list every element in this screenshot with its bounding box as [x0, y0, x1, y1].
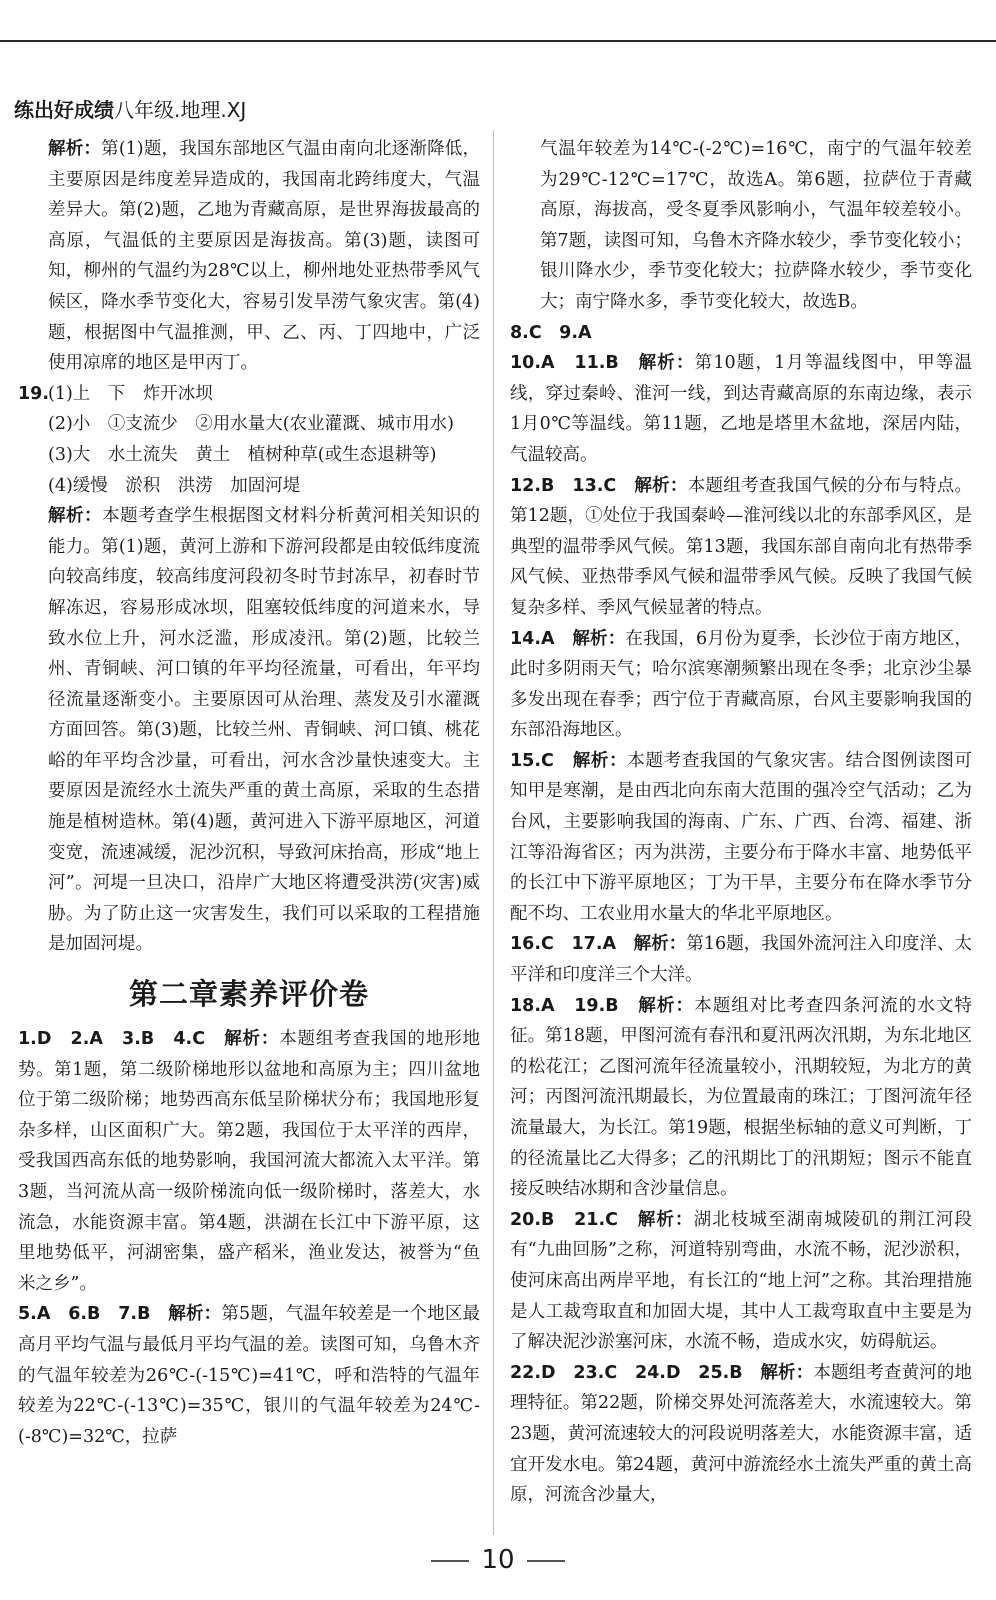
footer-dash-left	[431, 1560, 469, 1562]
analysis-text: 本题组考查我国的地形地势。第1题，第二级阶梯地形以盆地和高原为主；四川盆地位于第二级阶梯；地势西高东低呈阶梯状分布；我国地形复杂多样，山区面积广大。第2题，我国位于太平洋的西岸，受我国西高东低的地势影响，我国河流大都流入太平洋。第3题，当河流从高一级阶梯流向低一级阶梯时，落差大，水流急，水能资源丰富。第4题，洪湖在长江中下游平原，这里地势低平，河湖密集，盛产稻米，渔业发达，被誉为“鱼米之乡”。	[18, 1029, 481, 1294]
analysis-label: 解析：	[638, 353, 695, 374]
answer-numbers: 12.B 13.C	[510, 475, 617, 496]
answer-numbers: 5.A 6.B 7.B	[18, 1304, 151, 1325]
analysis-label: 解析：	[760, 1362, 814, 1383]
answer-numbers: 1.D 2.A 3.B 4.C	[18, 1029, 206, 1050]
answer-paragraph	[510, 746, 972, 930]
page-number: 10	[481, 1545, 515, 1575]
analysis-text: 本题考查学生根据图文材料分析黄河相关知识的能力。第(1)题，黄河上游和下游河段都是由较低纬度流向较高纬度，较高纬度河段初冬时节封冻早，初春时节解冻迟，容易形成冰坝，阻塞较低纬度的河道来水，导致水位上升，河水泛滥，形成凌汛。第(2)题，比较兰州、青铜峡、河口镇的年平均径流量，可看出，年平均径流量逐渐变小。主要原因可从治理、蒸发及引水灌溉方面回答。第(3)题，比较兰州、青铜峡、河口镇、桃花峪的年平均含沙量，可看出，河水含沙量快速变大。主要原因是流经水土流失严重的黄土高原，采取的生态措施是植树造林。第(4)题，黄河进入下游平原地区，河道变宽，流速减缓，泥沙沉积，导致河床抬高，形成“地上河”。河堤一旦决口，沿岸广大地区将遭受洪涝(灾害)威胁。为了防止这一灾害发生，我们可以采取的工程措施是加固河堤。	[48, 506, 481, 955]
question-19	[18, 379, 480, 410]
analysis-text: 湖北枝城至湖南城陵矶的荆江河段有“九曲回肠”之称，河道特别弯曲，水流不畅，泥沙淤积，使河床高出两岸平地，有长江的“地上河”之称。其治理措施是人工裁弯取直和加固大堤，其中人工裁弯取直中主要是为了解决泥沙淤塞河床，水流不畅，造成水灾，妨碍航运。	[510, 1209, 973, 1353]
analysis-text: 本题组考查黄河的地理特征。第22题，阶梯交界处河流落差大，水流速较大。第23题，黄河流速较大的河段说明落差大，水能资源丰富，适宜开发水电。第24题，黄河中游流经水土流失严重的黄土高原，河流含沙量大，	[510, 1362, 973, 1506]
section-title: 第二章素养评价卷	[128, 977, 369, 1012]
answer-line: (2)小 ①支流少 ②用水量大(农业灌溉、城市用水)	[48, 414, 454, 435]
analysis-label: 解析：	[168, 1304, 222, 1325]
question-number: 19.	[18, 383, 50, 404]
top-rule	[0, 40, 996, 42]
analysis-text: 第10题，1月等温线图中，甲等温线，穿过秦岭、淮河一线，到达青藏高原的东南边缘，表示1月0℃等温线。第11题，乙地是塔里木盆地，深居内陆，气温较高。	[510, 353, 973, 465]
answer-numbers: 16.C 17.A	[510, 934, 617, 955]
analysis-text: 第5题，气温年较差是一个地区最高月平均气温与最低月平均气温的差。读图可知，乌鲁木齐的气温年较差为26℃-(-15℃)=41℃，呼和浩特的气温年较差为22℃-(-13℃)=35℃，银川的气温年较差为24℃-(-8℃)=32℃，拉萨	[18, 1304, 481, 1447]
answer-paragraph	[18, 1024, 480, 1299]
analysis-label: 解析：	[48, 139, 102, 159]
analysis-label: 解析：	[224, 1029, 280, 1050]
answer-paragraph	[510, 348, 972, 470]
analysis-label: 解析：	[572, 750, 628, 771]
answer-paragraph	[510, 624, 972, 746]
footer-dash-right	[527, 1560, 565, 1562]
answer-paragraph	[18, 1299, 480, 1452]
answer-paragraph	[510, 318, 972, 349]
analysis-label: 解析：	[572, 628, 626, 649]
answer-line: (3)大 水土流失 黄土 植树种草(或生态退耕等)	[48, 444, 437, 465]
analysis-text: 第16题，我国外流河注入印度洋、太平洋和印度洋三个大洋。	[510, 934, 973, 986]
analysis-label: 解析：	[48, 506, 103, 527]
left-column	[18, 134, 480, 1452]
answer-numbers: 18.A 19.B	[510, 995, 619, 1016]
page-footer	[0, 1545, 996, 1575]
header-brand: 练出好成绩	[14, 98, 114, 122]
answer-paragraph	[510, 1205, 972, 1358]
analysis-label: 解析：	[634, 475, 688, 496]
answer-paragraph	[510, 929, 972, 990]
answer-line: (1)上 下 炸开冰坝	[48, 383, 213, 404]
answer-numbers: 14.A	[510, 628, 555, 649]
answer-numbers: 20.B 21.C	[510, 1209, 618, 1230]
analysis-text: 本题考查我国的气象灾害。结合图例读图可知甲是寒潮，是由西北向东南大范围的强冷空气活动；乙为台风，主要影响我国的海南、广东、广西、台湾、福建、浙江等沿海省区；丙为洪涝，主要分布于降水丰富、地势低平的长江中下游平原地区；丁为干旱，主要分布在降水季节分配不均、工农业用水量大的华北平原地区。	[510, 750, 973, 924]
analysis-label: 解析：	[638, 995, 695, 1016]
analysis-text: 本题组考查我国气候的分布与特点。第12题，①处位于我国秦岭—淮河线以北的东部季风区，是典型的温带季风气候。第13题，我国东部自南向北有热带季风气候、亚热带季风气候和温带季风气候。反映了我国气候复杂多样、季风气候显著的特点。	[510, 475, 973, 618]
page-header	[14, 94, 246, 123]
answer-numbers: 10.A 11.B	[510, 353, 619, 374]
right-column	[510, 134, 972, 1511]
analysis-text: 在我国，6月份为夏季，长沙位于南方地区，此时多阴雨天气；哈尔滨寒潮频繁出现在冬季；北京沙尘暴多发出现在春季；西宁位于青藏高原，台风主要影响我国的东部沿海地区。	[510, 628, 973, 741]
analysis-label: 解析：	[633, 934, 687, 955]
answer-numbers: 15.C	[510, 750, 554, 771]
analysis-label: 解析：	[637, 1209, 694, 1230]
header-subtitle: 八年级.地理.XJ	[114, 98, 247, 122]
answer-paragraph: 气温年较差为14℃-(-2℃)=16℃，南宁的气温年较差为29℃-12℃=17℃，故选A。第6题，拉萨位于青藏高原，海拔高，受冬夏季风影响小，气温年较差较小。第7题，读图可知，乌鲁木齐降水较少，季节变化较小；银川降水少，季节变化较大；拉萨降水较少，季节变化大；南宁降水多，季节变化较大，故选B。	[540, 139, 972, 312]
answer-paragraph	[18, 134, 480, 379]
answer-paragraph	[510, 1358, 972, 1511]
answer-paragraph	[510, 471, 972, 624]
answer-paragraph	[18, 501, 480, 960]
answer-paragraph	[510, 991, 972, 1205]
column-divider	[493, 130, 494, 1535]
analysis-text: 第(1)题，我国东部地区气温由南向北逐渐降低，主要原因是纬度差异造成的，我国南北跨纬度大，气温差异大。第(2)题，乙地为青藏高原，是世界海拔最高的高原，气温低的主要原因是海拔高。第(3)题，读图可知，柳州的气温约为28℃以上，柳州地处亚热带季风气候区，降水季节变化大，容易引发旱涝气象灾害。第(4)题，根据图中气温推测，甲、乙、丙、丁四地中，广泛使用凉席的地区是甲丙丁。	[48, 139, 481, 374]
answer-line: (4)缓慢 淤积 洪涝 加固河堤	[48, 475, 301, 496]
answer-numbers: 22.D 23.C 24.D 25.B	[510, 1362, 743, 1383]
answer-numbers: 8.C 9.A	[510, 322, 592, 343]
analysis-text: 本题组对比考查四条河流的水文特征。第18题，甲图河流有春汛和夏汛两次汛期，为东北地区的松花江；乙图河流年径流量较小，汛期较短，为北方的黄河；丙图河流汛期最长，为位置最南的珠江；丁图河流年径流量最大，为长江。第19题，根据坐标轴的意义可判断，丁的径流量比乙大得多；乙的汛期比丁的汛期短；图示不能直接反映结冰期和含沙量信息。	[510, 995, 973, 1200]
